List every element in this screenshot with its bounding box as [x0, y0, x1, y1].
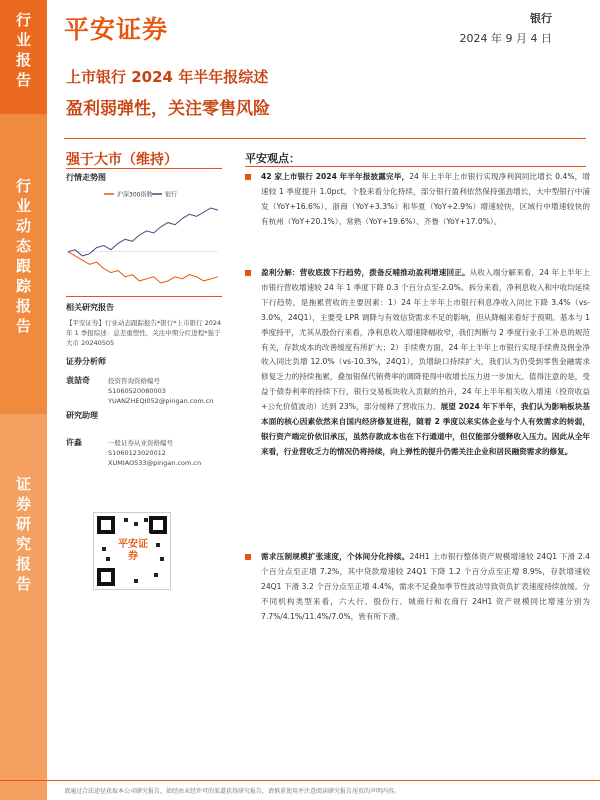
assistant-info [108, 438, 201, 468]
qr-finder [97, 516, 115, 534]
assistant-cert-label: 一般证券从业资格编号 [108, 439, 173, 447]
sidebar-c-char: 研 [15, 515, 31, 533]
footer-divider [0, 780, 600, 781]
related-reports-heading: 相关研究报告 [66, 303, 114, 312]
sidebar-c-char: 券 [15, 495, 31, 513]
report-date: 2024 年 9 月 4 日 [459, 32, 552, 45]
sidebar-b-char: 报 [15, 297, 31, 315]
qr-dot [134, 579, 138, 583]
sector-label: 银行 [530, 12, 552, 25]
rating-label: 强于大市（维持） [66, 152, 178, 168]
assistant-cert-number: S1060123020012 [108, 449, 166, 457]
viewpoint-section [245, 150, 585, 166]
related-report-link[interactable]: 【平安证券】行业动态跟踪报告*银行*上市银行 2024 年 1 季报综述：息差重塑性，关注中期分红进程*强于大市 20240505 [66, 319, 222, 347]
paragraph-1-text: 24 年上半年上市银行实现净利润同比增长 0.4%，增速较 1 季度提升 1.0pct。个股来看分化持续，部分银行盈利依然保持强劲增长，大中型银行中浦发（YoY+16.6%）、浙商（YoY+3.3%）和华夏（YoY+2.9%）增速较快，区域行中增速较快的有杭州（YoY+20.1%）、常熟（YoY+19.6%）、齐鲁（YoY+17.0%）。 [261, 172, 591, 226]
viewpoint-divider [245, 166, 586, 167]
paragraph-2-outlook: 展望 2024 年下半年，我们认为影响板块基本面的核心因素依然来自国内经济修复进程，随着 2 季度以来实体企业与个人有效需求的转弱，银行资产端定价依旧承压，虽然存款成本也在下行通道中，但仅能部分缓释收入压力。因此从全年来看，行业营收乏力的情况仍将持续，向上弹性的提升仍需关注企业和居民融资需求的修复。 [261, 402, 591, 456]
sidebar-b-char: 业 [15, 197, 31, 215]
footer-disclaimer: 请通过合法途径获取本公司研究报告，如经由未经许可的渠道获得研究报告，请慎重使用并注意阅读研究报告尾页的声明内容。 [64, 788, 401, 795]
qr-logo: 平安证券 [116, 533, 150, 571]
qr-dot [124, 518, 128, 522]
assistant-heading: 研究助理 [66, 411, 98, 420]
bullet-icon [245, 174, 251, 180]
viewpoint-paragraph-1 [245, 170, 590, 230]
sidebar-report-category [0, 114, 47, 414]
qr-finder [97, 568, 115, 586]
chart-divider [66, 296, 222, 297]
qr-dot [154, 573, 158, 577]
qr-dot [134, 522, 138, 526]
paragraph-2-lead: 盈利分解：营收底拨下行趋势，拨备反哺推动盈利增速回正。 [261, 268, 470, 277]
legend-label: 银行 [165, 191, 178, 199]
qr-dot [106, 557, 110, 561]
analyst-cert-number: S1060520080003 [108, 387, 166, 395]
sidebar-a-char: 告 [15, 71, 31, 89]
assistant-email[interactable]: XUMIAO533@pingan.com.cn [108, 459, 202, 467]
qr-dot [156, 543, 160, 547]
series-line [68, 252, 218, 283]
paragraph-3-lead: 需求压制规模扩张速度，个体间分化持续。 [261, 552, 410, 561]
sidebar-b-char: 踪 [15, 277, 31, 295]
paragraph-3-text: 24H1 上市银行整体资产规模增速较 24Q1 下滑 2.4 个百分点至正增 7.2%，其中贷款增速较 24Q1 下降 1.2 个百分点至正增 8.9%，存款增速较 24Q1 下滑 3.2 个百分点至正增 4.4%，需求不足叠加季节性波动导致资负扩表速度持续放缓。分不同机构类型来看，六大行、股份行、城商行和农商行 24H1 资产规模同比增速分别为 7.7%/4.1%/11.4%/7.0%，皆有所下滑。 [261, 552, 590, 621]
sidebar-c-char: 究 [15, 535, 31, 553]
series-line [68, 208, 218, 256]
sidebar-c-char: 报 [15, 555, 31, 573]
assistant-name: 许淼 [66, 438, 82, 447]
sidebar-report-type [0, 0, 47, 114]
sidebar-a-char: 报 [15, 51, 31, 69]
analyst-name: 袁喆奇 [66, 376, 90, 385]
qr-finder [149, 516, 167, 534]
analyst-email[interactable]: YUANZHEQI052@pingan.com.cn [108, 397, 214, 405]
assistant-entry [66, 438, 236, 478]
rating-divider [66, 168, 222, 169]
sidebar-research-report [0, 414, 47, 800]
bullet-icon [245, 270, 251, 276]
paragraph-2-text: 从收入端分解来看，24 年上半年上市银行营收增速较 24 年 1 季度下降 0.3 个百分点至-2.0%。拆分来看，净利息收入和中收均延续下行趋势，是拖累营收的主要因素：1）24 年上半年上市银行利息净收入同比下降 3.4%（vs-3.0%，24Q1），主要受 LPR 调降与有效信贷需求不足的影响，但从降幅来看好于预期。基本与 1 季度持平，尤其从股份行来看，净利息收入增速降幅收窄，我们判断与 2 季度行业手工补息的规范有关，存款成本的改善缓度有所扩大；2）手续费方面，24 年上半年上市银行实现手续费及佣金净收入同比负增 12.0%（vs-10.3%，24Q1），负增缺口持续扩大，我们认为仍受到零售金融需求修复乏力的持续拖累，叠加银保代销费率的调降使得中收增长压力进一步加大。值得注意的是，受益于债券利率的持续下行，银行交易板块收入贡献的抬升，24 年上半年相关收入增速（投资收益+公允价值波动）达到 23%，部分缓释了营收压力。 [261, 268, 590, 412]
sidebar-a-char: 行 [15, 11, 31, 29]
qr-code-icon[interactable] [93, 512, 171, 590]
qr-dot [102, 547, 106, 551]
report-title: 上市银行 2024 年半年报综述 [66, 68, 269, 86]
header-divider [64, 138, 586, 139]
chart-heading: 行情走势图 [66, 173, 106, 182]
sidebar-b-char: 行 [15, 177, 31, 195]
sidebar-a-char: 业 [15, 31, 31, 49]
bullet-icon [245, 554, 251, 560]
qr-dot [144, 518, 148, 522]
viewpoint-paragraph-3 [245, 550, 590, 625]
report-subtitle: 盈利弱弹性，关注零售风险 [66, 99, 270, 119]
sidebar [0, 0, 47, 800]
analyst-info [108, 376, 213, 406]
company-logo: 平安证券 [64, 15, 169, 44]
market-trend-chart [64, 188, 222, 288]
qr-dot [160, 557, 164, 561]
viewpoint-heading: 平安观点： [245, 152, 300, 165]
analyst-heading: 证券分析师 [66, 357, 106, 366]
sidebar-c-char: 告 [15, 575, 31, 593]
legend-label: 沪深300指数 [117, 191, 153, 199]
analyst-cert-label: 投资咨询资格编号 [108, 377, 160, 385]
viewpoint-paragraph-2 [245, 266, 590, 460]
sidebar-b-char: 跟 [15, 257, 31, 275]
sidebar-b-char: 动 [15, 217, 31, 235]
sidebar-c-char: 证 [15, 475, 31, 493]
sidebar-b-char: 告 [15, 317, 31, 335]
sidebar-b-char: 态 [15, 237, 31, 255]
paragraph-1-lead: 42 家上市银行 2024 年半年报披露完毕， [261, 172, 410, 181]
